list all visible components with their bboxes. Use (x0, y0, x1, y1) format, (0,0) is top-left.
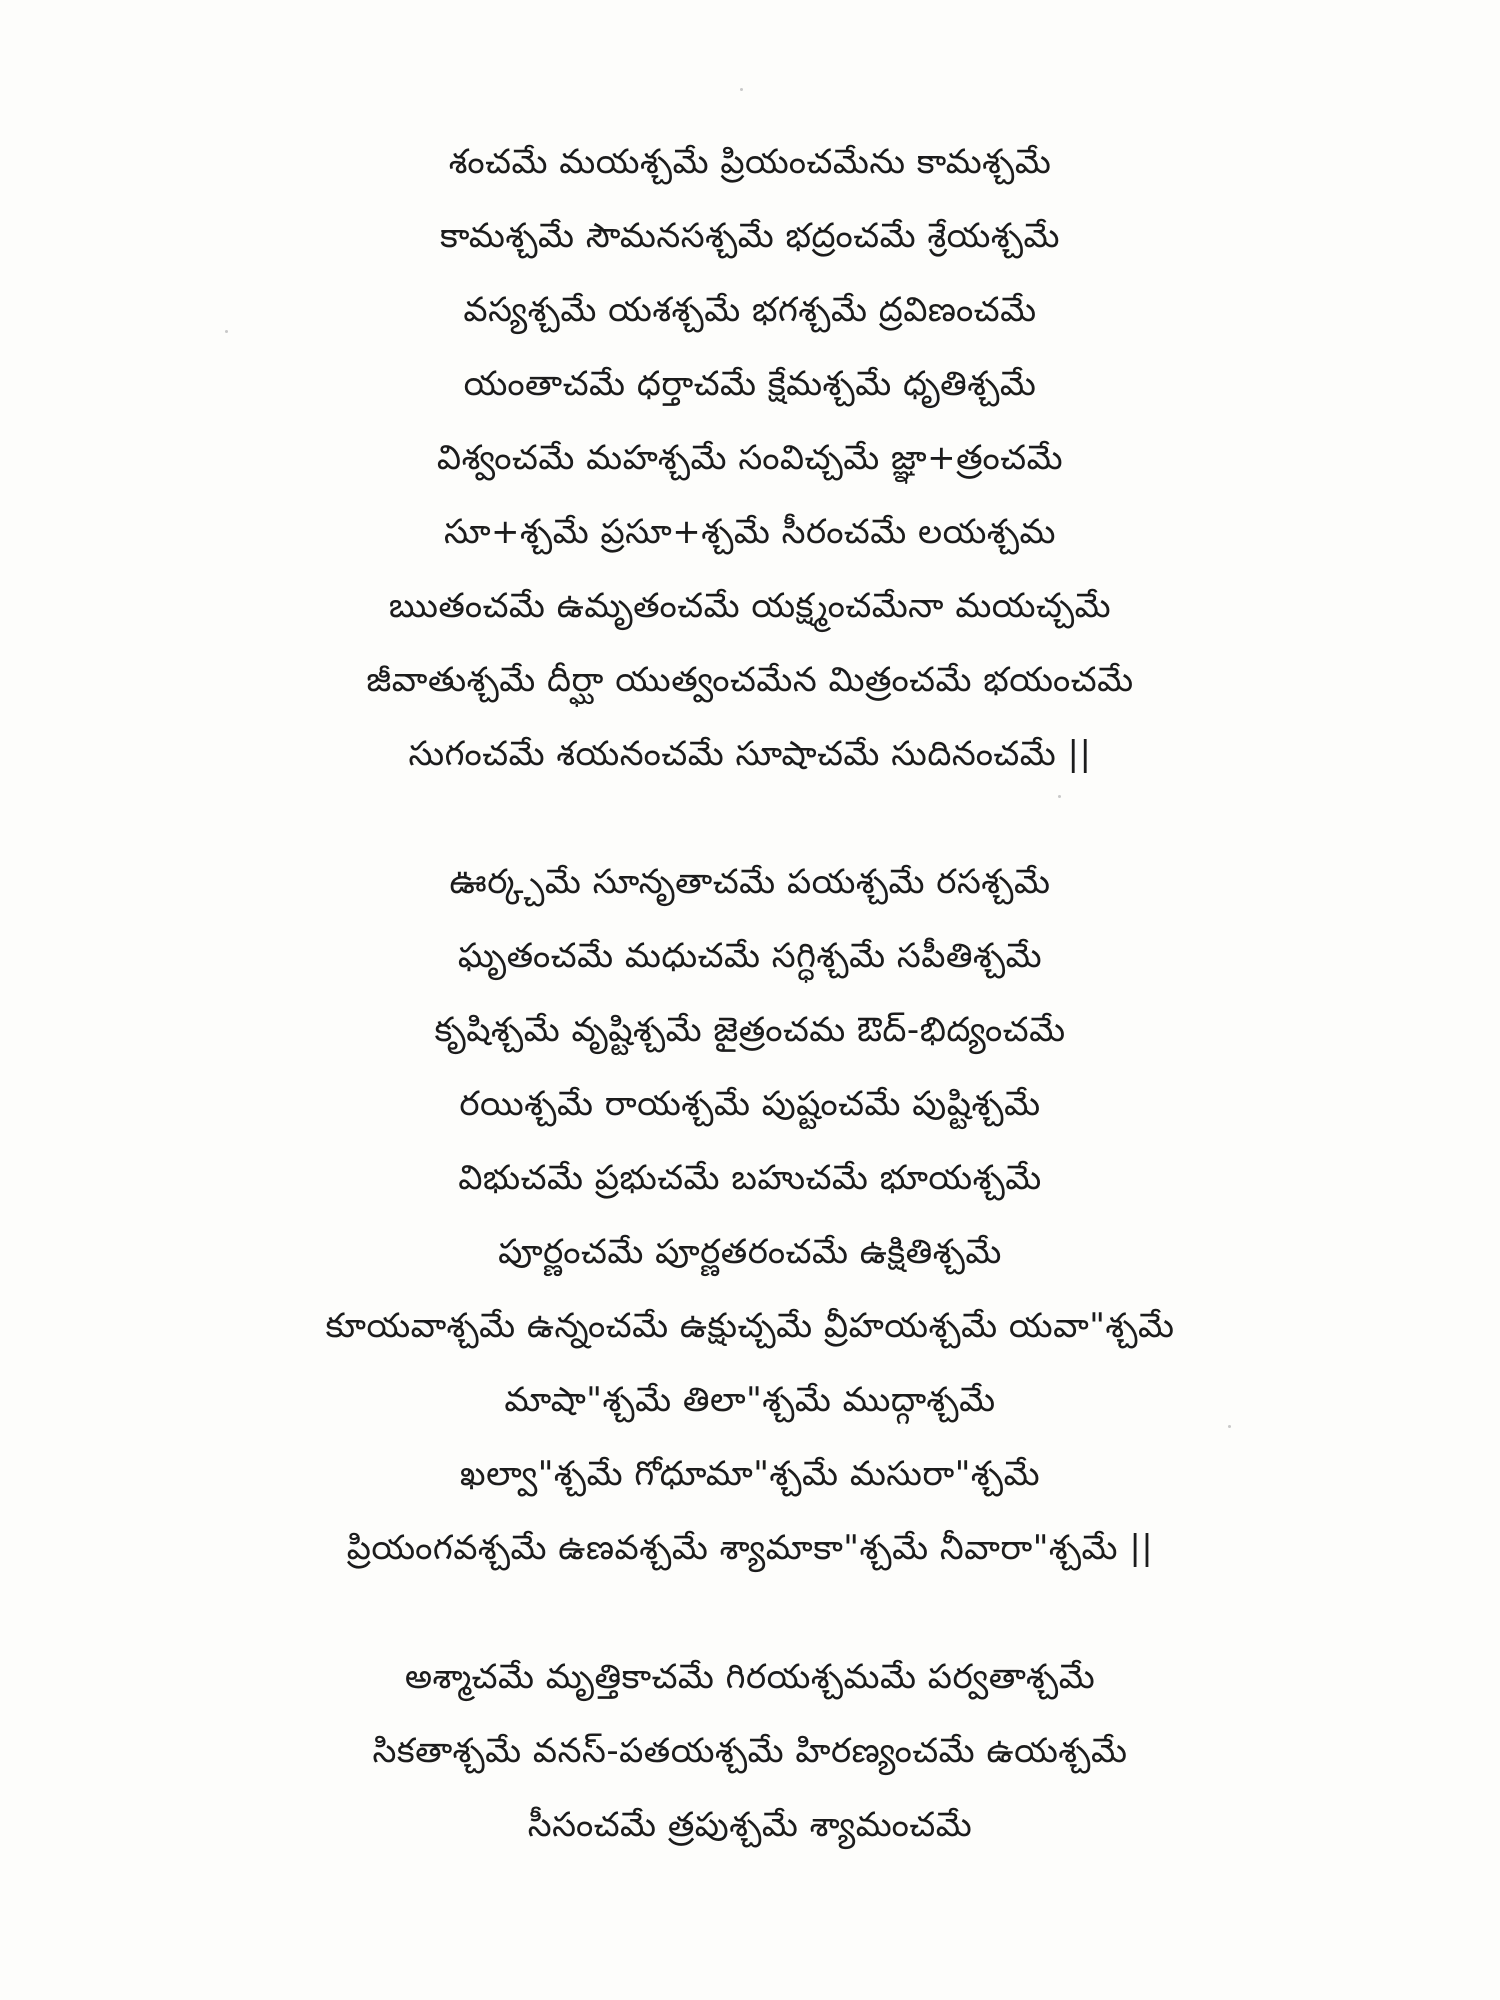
verse-line: మాషా"శ్చమే తిలా"శ్చమే ముద్గాశ్చమే (504, 1380, 996, 1420)
verse-line: యంతాచమే ధర్తాచమే క్షేమశ్చమే ధృతిశ్చమే (463, 364, 1037, 404)
verse-line: సీసంచమే త్రపుశ్చమే శ్యామంచమే (527, 1805, 973, 1845)
verse-line: శంచమే మయశ్చమే ప్రియంచమేను కామశ్చమే (448, 142, 1052, 182)
verse-line: విశ్వంచమే మహశ్చమే సంవిచ్చమే జ్ఞా+త్రంచమే (436, 438, 1064, 478)
verse-line: ఋతంచమే ఉమృతంచమే యక్ష్మంచమేనా మయచ్చమే (388, 586, 1112, 626)
verse-line: ఘృతంచమే మధుచమే సగ్ధిశ్చమే సపీతిశ్చమే (457, 936, 1043, 976)
stanza-3 (0, 1640, 1500, 1862)
verse-line: ప్రియంగవశ్చమే ఉణవశ్చమే శ్యామాకా"శ్చమే నీవారా"శ్చమే || (346, 1528, 1154, 1568)
verse-line: కామశ్చమే సౌమనసశ్చమే భద్రంచమే శ్రేయశ్చమే (440, 216, 1060, 256)
stanza-1 (0, 125, 1500, 791)
verse-line: కూయవాశ్చమే ఉన్నంచమే ఉక్షుచ్చమే వ్రీహయశ్చమే యవా"శ్చమే (325, 1306, 1175, 1346)
verse-line: సుగంచమే శయనంచమే సూషాచమే సుదినంచమే || (408, 734, 1092, 774)
verse-line: పూర్ణంచమే పూర్ణతరంచమే ఉక్షితిశ్చమే (498, 1232, 1002, 1272)
stanza-2 (0, 845, 1500, 1585)
verse-line: వస్యశ్చమే యశశ్చమే భగశ్చమే ద్రవిణంచమే (463, 290, 1037, 330)
verse-line: ఖల్వా"శ్చమే గోధూమా"శ్చమే మసురా"శ్చమే (459, 1454, 1041, 1494)
scan-speck (1058, 795, 1061, 798)
verse-line: సూ+శ్చమే ప్రసూ+శ్చమే సీరంచమే లయశ్చమ (443, 512, 1057, 552)
verse-line: సికతాశ్చమే వనస్-పతయశ్చమే హిరణ్యంచమే ఉయశ్చమే (372, 1731, 1128, 1771)
scan-speck (740, 88, 743, 91)
verse-line: జీవాతుశ్చమే దీర్ఘా యుత్వంచమేన మిత్రంచమే భయంచమే (366, 660, 1134, 700)
verse-line: విభుచమే ప్రభుచమే బహుచమే భూయశ్చమే (458, 1158, 1042, 1198)
verse-line: కృషిశ్చమే వృష్టిశ్చమే జైత్రంచమ ఔద్-భిద్యంచమే (434, 1010, 1066, 1050)
verse-line: రయిశ్చమే రాయశ్చమే పుష్టంచమే పుష్టిశ్చమే (459, 1084, 1041, 1124)
verse-line: ఊర్క్చమే సూనృతాచమే పయశ్చమే రసశ్చమే (449, 862, 1051, 902)
verse-line: అశ్మాచమే మృత్తికాచమే గిరయశ్చమమే పర్వతాశ్చమే (404, 1657, 1096, 1697)
